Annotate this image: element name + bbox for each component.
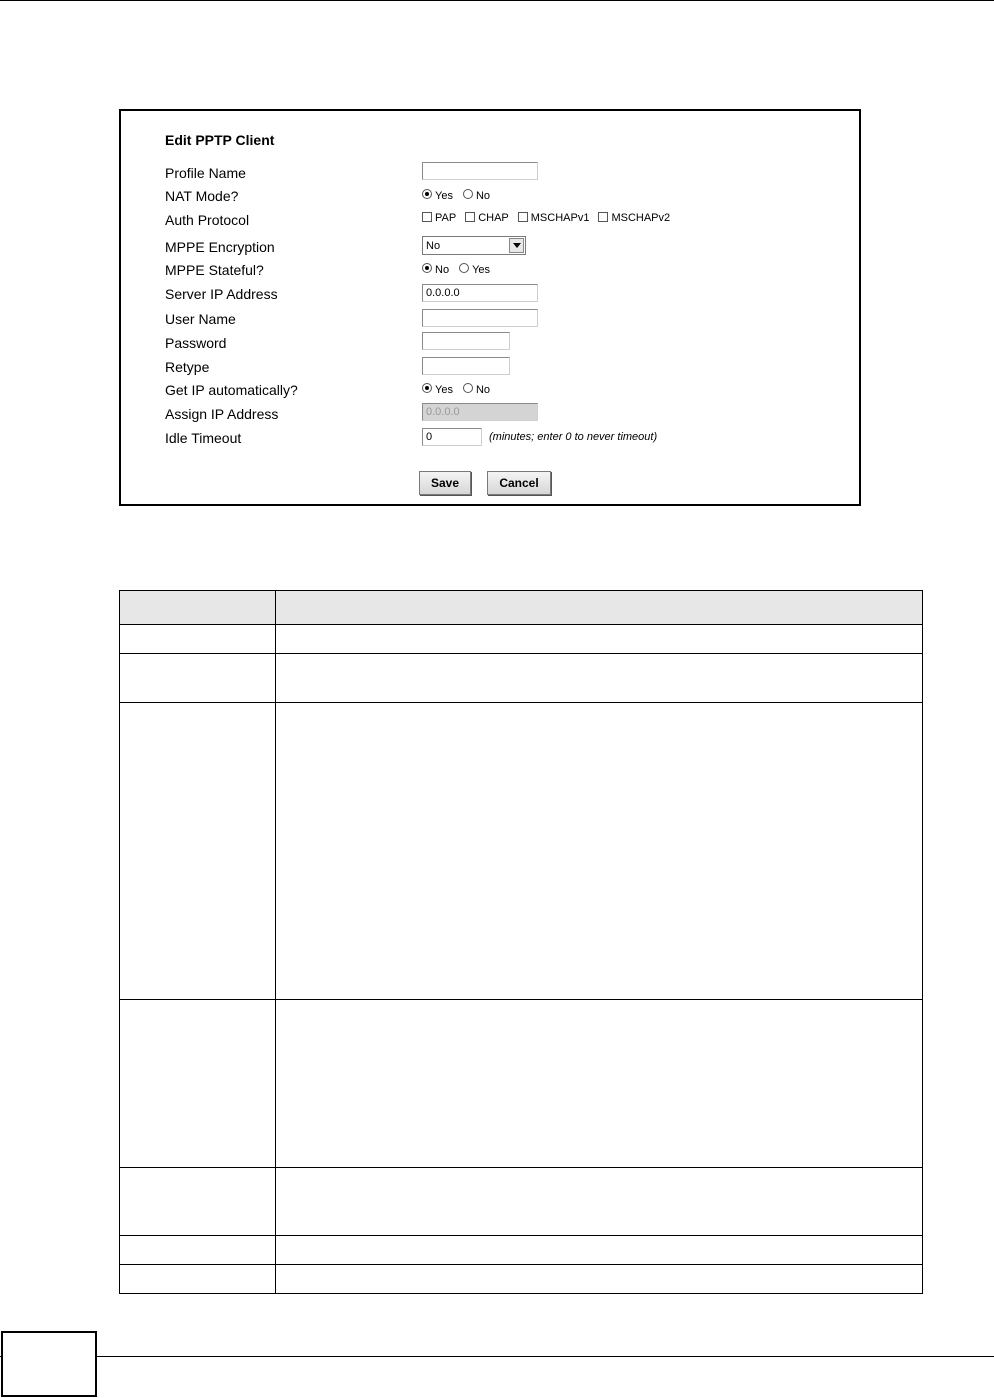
get-ip-auto-label: Get IP automatically? <box>165 382 298 398</box>
pap-checkbox[interactable] <box>422 212 432 222</box>
nat-mode-yes-radio[interactable] <box>422 189 432 199</box>
mschapv2-label: MSCHAPv2 <box>611 212 671 224</box>
retype-label: Retype <box>165 359 210 375</box>
table-rule <box>119 1264 923 1265</box>
mppe-stateful-radio-group <box>422 262 500 274</box>
mppe-stateful-yes-label: Yes <box>472 264 491 276</box>
page-number-box <box>1 1331 97 1397</box>
edit-pptp-client-panel <box>119 109 861 506</box>
user-name-input[interactable] <box>422 309 538 327</box>
server-ip-label: Server IP Address <box>165 286 278 302</box>
assign-ip-input <box>422 403 538 421</box>
mppe-stateful-no-radio[interactable] <box>422 263 432 273</box>
get-ip-auto-radio-group <box>422 382 500 394</box>
table-rule <box>119 999 923 1000</box>
table-header-row <box>119 590 922 624</box>
profile-name-input[interactable] <box>422 162 538 180</box>
table-rule <box>119 1235 923 1236</box>
get-ip-auto-no-label: No <box>475 384 491 396</box>
table-rule <box>119 1167 923 1168</box>
mschapv1-label: MSCHAPv1 <box>530 212 590 224</box>
table-rule <box>119 590 923 591</box>
get-ip-auto-yes-label: Yes <box>435 384 453 396</box>
cancel-button[interactable]: Cancel <box>487 471 551 495</box>
nat-mode-yes-label: Yes <box>435 190 453 202</box>
chevron-down-icon[interactable] <box>509 238 524 253</box>
idle-timeout-input[interactable] <box>422 428 482 446</box>
mschapv2-checkbox[interactable] <box>598 212 608 222</box>
nat-mode-no-label: No <box>475 190 491 202</box>
table-rule <box>119 653 923 654</box>
assign-ip-label: Assign IP Address <box>165 406 279 422</box>
auth-protocol-checkboxes <box>422 211 679 223</box>
table-rule <box>922 590 923 1294</box>
mppe-stateful-no-label: No <box>435 264 450 276</box>
nat-mode-no-radio[interactable] <box>463 189 473 199</box>
mppe-encryption-label: MPPE Encryption <box>165 239 275 255</box>
panel-title: Edit PPTP Client <box>165 132 275 148</box>
mppe-stateful-label: MPPE Stateful? <box>165 262 264 278</box>
chap-label: CHAP <box>478 212 509 224</box>
table-rule <box>119 590 120 1294</box>
get-ip-auto-yes-radio[interactable] <box>422 383 432 393</box>
server-ip-input[interactable] <box>422 284 538 302</box>
table-rule <box>119 702 923 703</box>
profile-name-label: Profile Name <box>165 165 246 181</box>
pap-label: PAP <box>435 212 457 224</box>
mppe-encryption-select[interactable] <box>422 236 526 255</box>
table-rule <box>119 1293 923 1294</box>
nat-mode-radio-group <box>422 188 500 200</box>
nat-mode-label: NAT Mode? <box>165 188 239 204</box>
mschapv1-checkbox[interactable] <box>518 212 528 222</box>
get-ip-auto-no-radio[interactable] <box>463 383 473 393</box>
retype-password-input[interactable] <box>422 357 510 375</box>
user-name-label: User Name <box>165 311 236 327</box>
auth-protocol-label: Auth Protocol <box>165 212 250 228</box>
password-label: Password <box>165 335 227 351</box>
idle-timeout-hint: (minutes; enter 0 to never timeout) <box>489 431 658 443</box>
password-input[interactable] <box>422 332 510 350</box>
mppe-stateful-yes-radio[interactable] <box>459 263 469 273</box>
table-rule <box>119 624 923 625</box>
chap-checkbox[interactable] <box>465 212 475 222</box>
footer-rule <box>0 1356 994 1357</box>
table-rule <box>275 590 276 1294</box>
mppe-encryption-value: No <box>426 239 441 252</box>
idle-timeout-label: Idle Timeout <box>165 430 242 446</box>
top-rule <box>0 0 994 1</box>
save-button[interactable]: Save <box>419 471 471 495</box>
